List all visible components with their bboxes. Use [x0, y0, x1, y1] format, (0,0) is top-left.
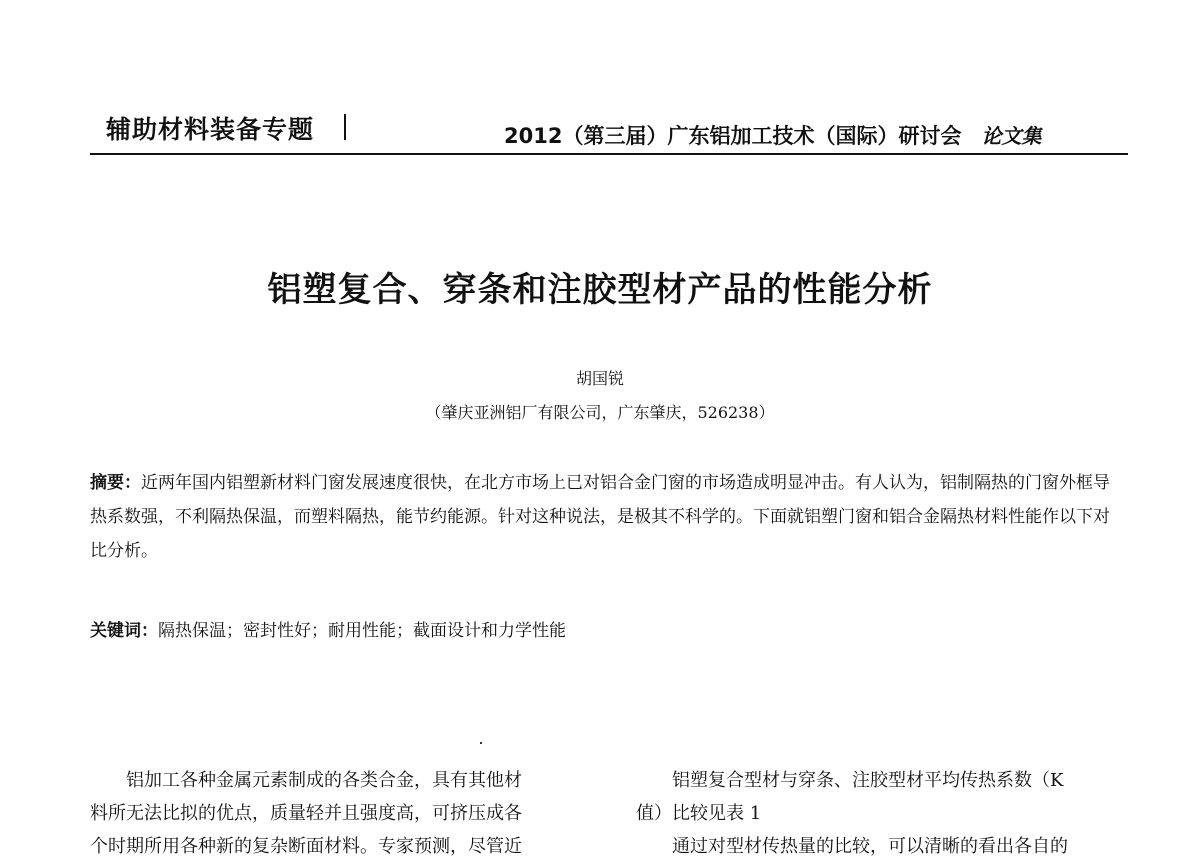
body-line: 料所无法比拟的优点，质量轻并且强度高，可挤压成各 [90, 803, 522, 824]
body-line: 铝塑复合型材与穿条、注胶型材平均传热系数（K [672, 770, 1064, 791]
body-line: 个时期所用各种新的复杂断面材料。专家预测，尽管近 [90, 836, 522, 857]
author-affiliation: （肇庆亚洲铝厂有限公司，广东肇庆，526238） [425, 403, 775, 422]
body-column-right [636, 764, 1136, 863]
abstract-label: 摘要： [90, 473, 141, 493]
abstract [90, 466, 1126, 568]
body-line: 铝加工各种金属元素制成的各类合金，具有其他材 [126, 770, 522, 791]
conference-header [504, 120, 1041, 150]
body-line: 值）比较见表 1 [636, 803, 762, 824]
scan-speck [480, 742, 482, 744]
abstract-text: 近两年国内铝塑新材料门窗发展速度很快，在北方市场上已对铝合金门窗的市场造成明显冲击。有人认为，铝制隔热的门窗外框导热系数强，不利隔热保温，而塑料隔热，能节约能源。针对这种说法，是极其不科学的。下面就铝塑门窗和铝合金隔热材料性能作以下对比分析。 [90, 473, 1110, 561]
section-label: 辅助材料装备专题 [106, 115, 315, 144]
keywords-label: 关键词： [90, 621, 158, 641]
header-divider [344, 114, 346, 140]
header-rule [90, 153, 1128, 155]
body-column-left [90, 764, 610, 863]
keywords [90, 614, 1126, 648]
paper-title: 铝塑复合、穿条和注胶型材产品的性能分析 [267, 270, 933, 310]
body-line: 通过对型材传热量的比较，可以清晰的看出各自的 [672, 836, 1068, 857]
keywords-text: 隔热保温；密封性好；耐用性能；截面设计和力学性能 [158, 621, 566, 641]
conference-title: 2012（第三届）广东铝加工技术（国际）研讨会 [504, 124, 962, 148]
author-name: 胡国锐 [575, 369, 624, 388]
collection-label: 论文集 [981, 124, 1042, 148]
